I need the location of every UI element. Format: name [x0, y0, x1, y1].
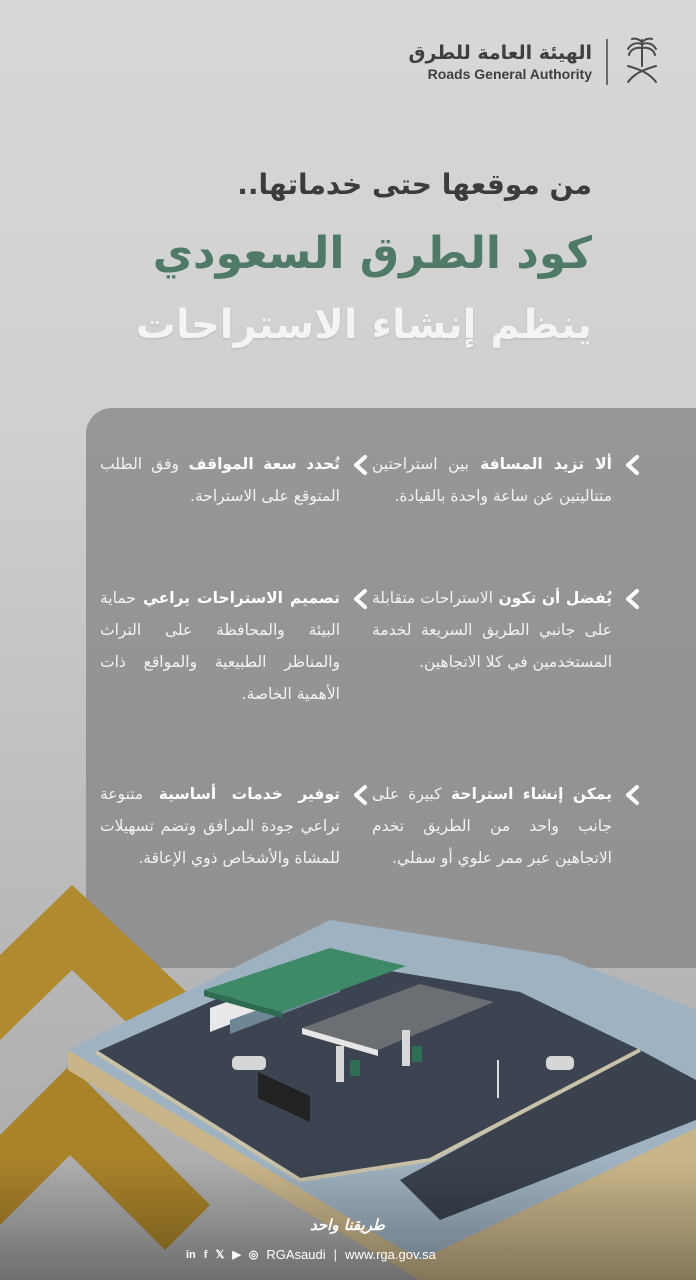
chevron-left-icon — [622, 588, 642, 610]
info-item-opposite-sides — [372, 582, 612, 678]
item-text: الاستراحات متقابلة على جانبي الطريق السريعة لخدمة المستخدمين في كلا الاتجاهين. — [372, 589, 612, 671]
item-lead: توفير خدمات أساسية — [143, 785, 340, 803]
fuel-pump — [412, 1046, 422, 1062]
x-icon[interactable]: 𝕏 — [215, 1249, 225, 1261]
tagline: من موقعها حتى خدماتها.. — [237, 168, 592, 201]
item-text: متنوعة تراعي جودة المرافق وتضم تسهيلات للمشاة والأشخاص ذوي الإعاقة. — [100, 785, 340, 867]
item-lead: تُحدد سعة المواقف — [178, 455, 340, 473]
linkedin-icon[interactable]: in — [186, 1248, 196, 1261]
page-title: كود الطرق السعودي — [152, 228, 592, 279]
website-link[interactable]: www.rga.gov.sa — [345, 1247, 436, 1262]
item-text: كبيرة على جانب واحد من الطريق تخدم الاتجاهين عبر ممر علوي أو سفلي. — [372, 785, 612, 867]
footer-divider: | — [333, 1247, 338, 1262]
footer — [0, 1200, 696, 1280]
item-lead: تصميم الاستراحات يراعي — [135, 589, 340, 607]
chevron-left-icon — [622, 784, 642, 806]
palm-swords-emblem-icon — [622, 36, 662, 88]
facebook-icon[interactable]: f — [203, 1248, 208, 1261]
youtube-icon[interactable]: ▶ — [232, 1249, 241, 1261]
fuel-pump — [350, 1060, 360, 1076]
item-lead: يمكن إنشاء استراحة — [441, 785, 612, 803]
header — [409, 36, 662, 88]
item-text: وفق الطلب المتوقع على الاستراحة. — [100, 455, 340, 505]
org-name-en: Roads General Authority — [427, 66, 592, 82]
car — [546, 1056, 574, 1070]
header-divider — [606, 39, 608, 85]
org-name-ar: الهيئة العامة للطرق — [408, 42, 592, 64]
social-handle[interactable]: RGAsaudi — [266, 1247, 326, 1262]
org-name — [409, 42, 592, 82]
info-item-parking — [100, 448, 340, 512]
social-bar — [186, 1247, 436, 1262]
item-text: بين استراحتين متتاليتين عن ساعة واحدة بالقيادة. — [372, 455, 612, 505]
footer-slogan: طريقنا واحد — [310, 1216, 385, 1234]
info-item-distance — [372, 448, 612, 512]
chevron-left-icon — [350, 588, 370, 610]
item-lead: يُفضل أن تكون — [492, 589, 612, 607]
chevron-left-icon — [622, 454, 642, 476]
page-subtitle: ينظم إنشاء الاستراحات — [135, 302, 592, 348]
item-text: حماية البيئة والمحافظة على التراث والمناظر الطبيعية والمواقع ذات الأهمية الخاصة. — [100, 589, 340, 703]
canopy-pillar — [336, 1046, 344, 1082]
chevron-left-icon — [350, 784, 370, 806]
car — [232, 1056, 266, 1070]
info-item-design — [100, 582, 340, 710]
canopy-pillar — [402, 1030, 410, 1066]
instagram-icon[interactable]: ◎ — [248, 1249, 259, 1261]
chevron-left-icon — [350, 454, 370, 476]
item-lead: ألا تزيد المسافة — [468, 455, 612, 473]
